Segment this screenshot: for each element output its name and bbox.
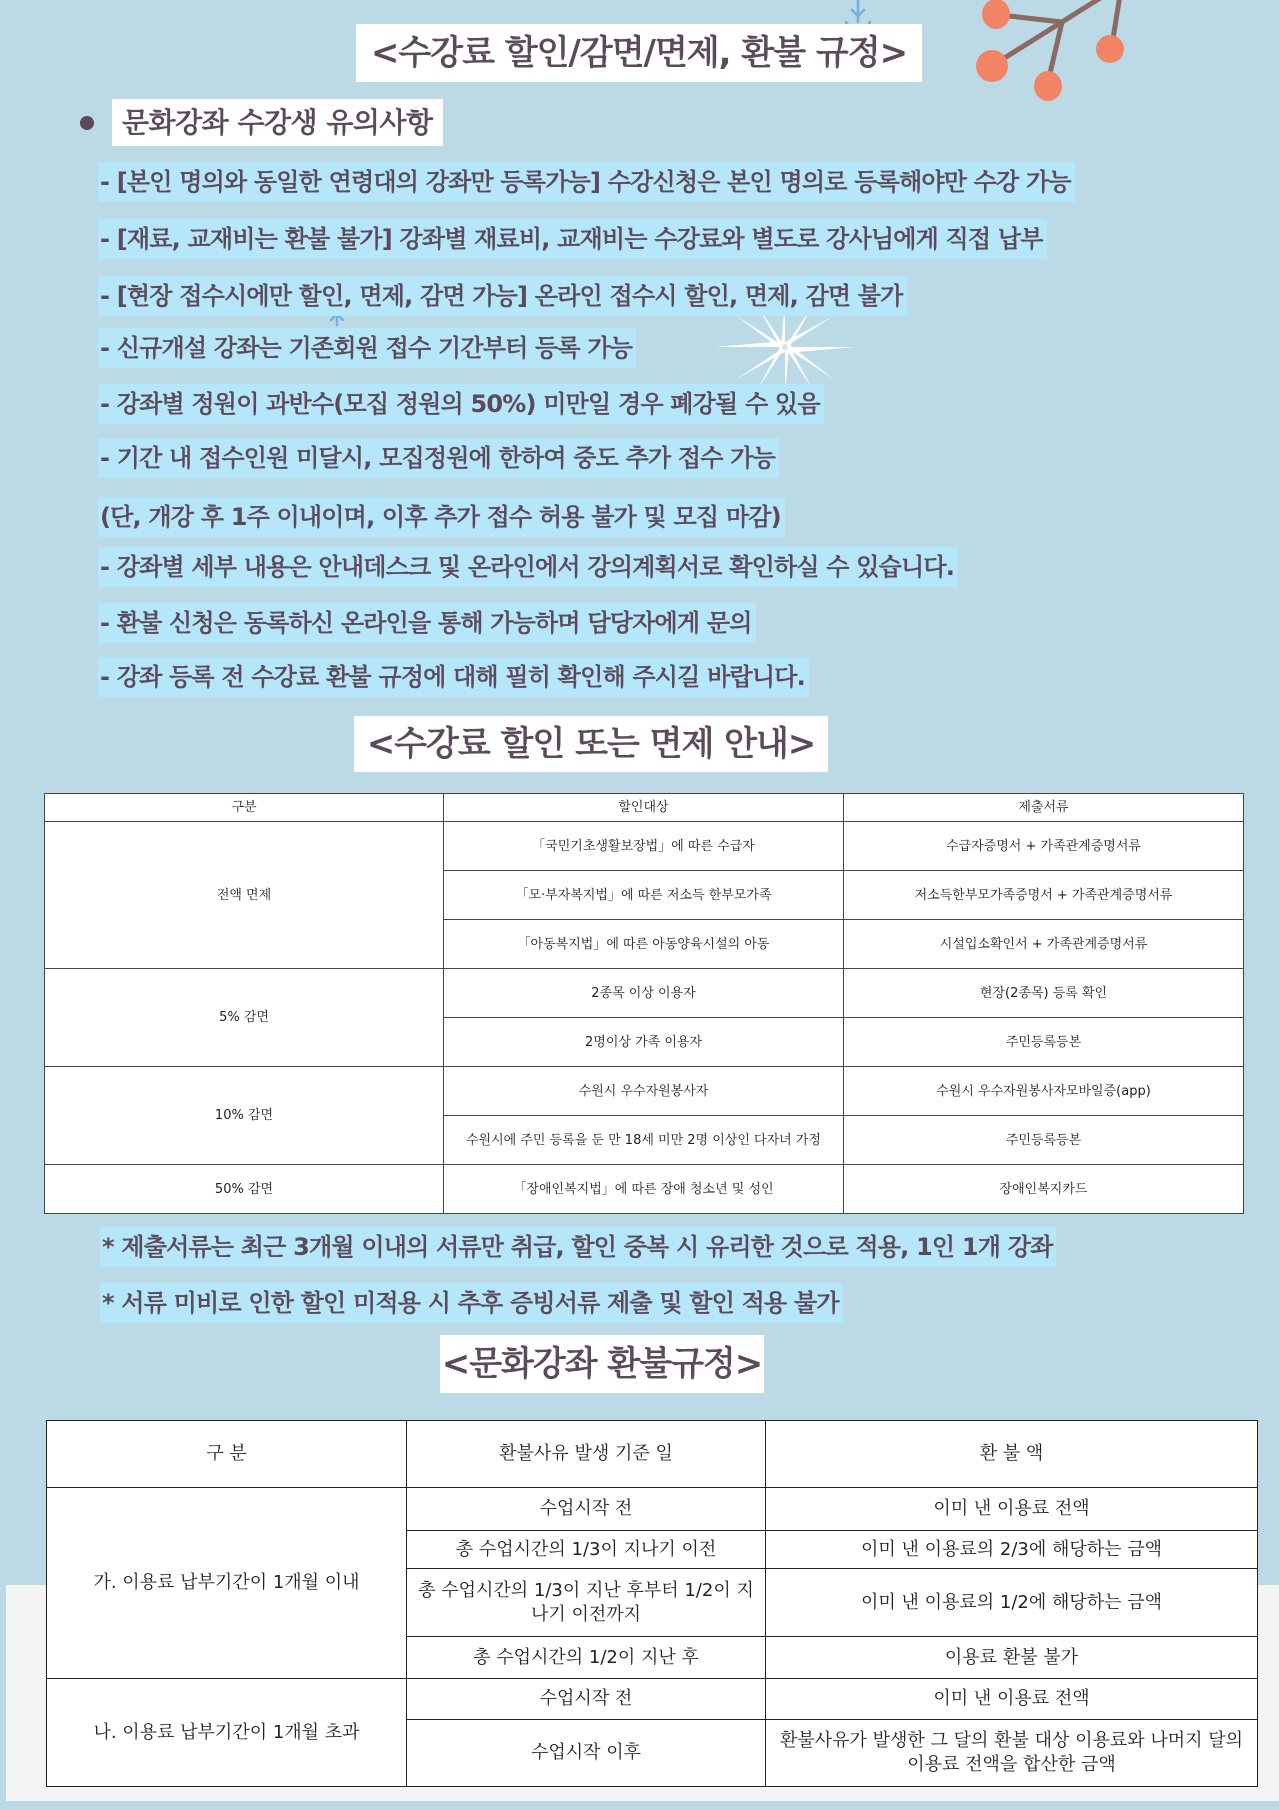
table-header-row: [47, 1421, 1258, 1488]
category-cell: 10% 감면: [45, 1067, 444, 1165]
berry-branch-icon: [960, 0, 1160, 110]
target-cell: 「장애인복지법」에 따른 장애 청소년 및 성인: [444, 1165, 844, 1214]
table-row: [45, 969, 1244, 1018]
column-header: 구 분: [47, 1421, 407, 1488]
documents-cell: 주민등록등본: [844, 1018, 1244, 1067]
column-header: 제출서류: [844, 794, 1244, 822]
category-cell: 전액 면제: [45, 822, 444, 969]
category-cell: 5% 감면: [45, 969, 444, 1067]
amount-cell: 이미 낸 이용료의 2/3에 해당하는 금액: [766, 1531, 1258, 1569]
footnote: * 제출서류는 최근 3개월 이내의 서류만 취급, 할인 중복 시 유리한 것으로 적용, 1인 1개 강좌: [100, 1227, 1056, 1267]
basis-cell: 수업시작 전: [407, 1488, 766, 1531]
category-cell: 50% 감면: [45, 1165, 444, 1214]
basis-cell: 총 수업시간의 1/3이 지난 후부터 1/2이 지나기 이전까지: [407, 1569, 766, 1637]
discount-section-title: <수강료 할인 또는 면제 안내>: [354, 716, 828, 772]
documents-cell: 현장(2종목) 등록 확인: [844, 969, 1244, 1018]
amount-cell: 이미 낸 이용료 전액: [766, 1679, 1258, 1720]
table-row: [47, 1488, 1258, 1531]
basis-cell: 총 수업시간의 1/3이 지나기 이전: [407, 1531, 766, 1569]
table-header-row: [45, 794, 1244, 822]
target-cell: 수원시에 주민 등록을 둔 만 18세 미만 2명 이상인 다자녀 가정: [444, 1116, 844, 1165]
amount-cell: 환불사유가 발생한 그 달의 환불 대상 이용료와 나머지 달의 이용료 전액을 합산한 금액: [766, 1720, 1258, 1787]
documents-cell: 저소득한부모가족증명서 + 가족관계증명서류: [844, 871, 1244, 920]
notice-line: (단, 개강 후 1주 이내이며, 이후 추가 접수 허용 불가 및 모집 마감): [98, 497, 785, 537]
notice-line: - 강좌별 세부 내용은 안내데스크 및 온라인에서 강의계획서로 확인하실 수 있습니다.: [98, 547, 958, 587]
target-cell: 「아동복지법」에 따른 아동양육시설의 아동: [444, 920, 844, 969]
refund-table: [46, 1420, 1258, 1787]
notice-heading: 문화강좌 수강생 유의사항: [112, 99, 443, 146]
notice-line: - [현장 접수시에만 할인, 면제, 감면 가능] 온라인 접수시 할인, 면제, 감면 불가: [98, 276, 907, 316]
basis-cell: 총 수업시간의 1/2이 지난 후: [407, 1637, 766, 1679]
target-cell: 「모·부자복지법」에 따른 저소득 한부모가족: [444, 871, 844, 920]
basis-cell: 수업시작 이후: [407, 1720, 766, 1787]
documents-cell: 장애인복지카드: [844, 1165, 1244, 1214]
target-cell: 2종목 이상 이용자: [444, 969, 844, 1018]
amount-cell: 이용료 환불 불가: [766, 1637, 1258, 1679]
notice-line: - 신규개설 강좌는 기존회원 접수 기간부터 등록 가능: [98, 328, 636, 368]
basis-cell: 수업시작 전: [407, 1679, 766, 1720]
table-row: [45, 1067, 1244, 1116]
amount-cell: 이미 낸 이용료 전액: [766, 1488, 1258, 1531]
notice-line: - 강좌별 정원이 과반수(모집 정원의 50%) 미만일 경우 폐강될 수 있음: [98, 384, 824, 424]
notice-line: - 강좌 등록 전 수강료 환불 규정에 대해 필히 확인해 주시길 바랍니다.: [98, 657, 809, 697]
table-row: [45, 1165, 1244, 1214]
amount-cell: 이미 낸 이용료의 1/2에 해당하는 금액: [766, 1569, 1258, 1637]
documents-cell: 시설입소확인서 + 가족관계증명서류: [844, 920, 1244, 969]
table-row: [45, 822, 1244, 871]
bullet-icon: [80, 116, 94, 130]
target-cell: 2명이상 가족 이용자: [444, 1018, 844, 1067]
documents-cell: 수급자증명서 + 가족관계증명서류: [844, 822, 1244, 871]
page-title: <수강료 할인/감면/면제, 환불 규정>: [356, 24, 922, 82]
documents-cell: 주민등록등본: [844, 1116, 1244, 1165]
table-row: [47, 1679, 1258, 1720]
snowflake-icon: [715, 310, 855, 385]
notice-line: - [재료, 교재비는 환불 불가] 강좌별 재료비, 교재비는 수강료와 별도로 강사님에게 직접 납부: [98, 219, 1047, 259]
footnote: * 서류 미비로 인한 할인 미적용 시 추후 증빙서류 제출 및 할인 적용 불가: [100, 1283, 843, 1323]
notice-line: - 환불 신청은 동록하신 온라인을 통해 가능하며 담당자에게 문의: [98, 603, 756, 643]
documents-cell: 수원시 우수자원봉사자모바일증(app): [844, 1067, 1244, 1116]
column-header: 구분: [45, 794, 444, 822]
category-cell: 가. 이용료 납부기간이 1개월 이내: [47, 1488, 407, 1679]
discount-table: [44, 793, 1244, 1214]
category-cell: 나. 이용료 납부기간이 1개월 초과: [47, 1679, 407, 1787]
column-header: 할인대상: [444, 794, 844, 822]
column-header: 환 불 액: [766, 1421, 1258, 1488]
notice-line: - 기간 내 접수인원 미달시, 모집정원에 한하여 중도 추가 접수 가능: [98, 438, 779, 478]
target-cell: 「국민기초생활보장법」에 따른 수급자: [444, 822, 844, 871]
refund-section-title: <문화강좌 환불규정>: [440, 1335, 764, 1393]
column-header: 환불사유 발생 기준 일: [407, 1421, 766, 1488]
notice-line: - [본인 명의와 동일한 연령대의 강좌만 등록가능] 수강신청은 본인 명의로 등록해야만 수강 가능: [98, 162, 1075, 202]
target-cell: 수원시 우수자원봉사자: [444, 1067, 844, 1116]
